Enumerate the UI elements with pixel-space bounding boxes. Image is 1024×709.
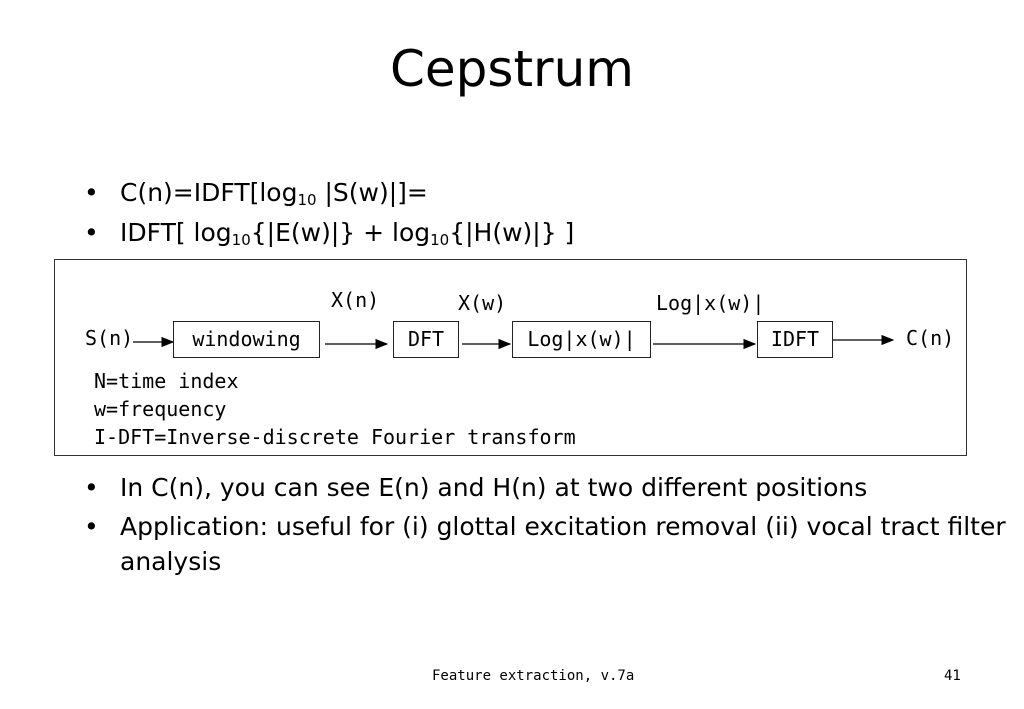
page-number: 41: [944, 668, 961, 684]
note-time-index: N=time index: [94, 369, 239, 393]
formula-text: IDFT[ log: [120, 218, 232, 247]
bullet-formula-1: [84, 175, 1024, 210]
formula-text: C(n)=IDFT[log: [120, 178, 298, 207]
output-label: C(n): [906, 326, 955, 350]
bullet-positions: • In C(n), you can see E(n) and H(n) at two different positions: [84, 470, 1024, 505]
subscript-base: 10: [297, 191, 317, 209]
formula-text: |S(w)|]=: [316, 178, 428, 207]
formula-text: {|E(w)|} + log: [250, 218, 431, 247]
signal-label-xw: X(w): [458, 291, 507, 315]
dft-box: DFT: [393, 321, 459, 358]
formula-text: {|H(w)|} ]: [449, 218, 575, 247]
log-magnitude-box: Log|x(w)|: [512, 321, 651, 358]
note-idft-definition: I-DFT=Inverse-discrete Fourier transform: [94, 425, 576, 449]
windowing-box: windowing: [173, 321, 320, 358]
input-label: S(n): [85, 326, 134, 350]
formula-bullets: [84, 175, 1024, 250]
subscript-base: 10: [430, 231, 450, 249]
signal-label-logxw: Log|x(w)|: [656, 291, 765, 315]
subscript-base: 10: [231, 231, 251, 249]
footer-text: Feature extraction, v.7a: [432, 668, 635, 684]
explanation-bullets: [84, 470, 1024, 583]
signal-label-xn: X(n): [331, 288, 380, 312]
note-frequency: w=frequency: [94, 397, 227, 421]
slide-title: Cepstrum: [389, 40, 635, 98]
idft-box: IDFT: [757, 321, 833, 358]
bullet-formula-2: [84, 215, 1024, 250]
cepstrum-block-diagram: [54, 259, 967, 456]
bullet-application: • Application: useful for (i) glottal excitation removal (ii) vocal tract filter analysis: [84, 509, 1024, 579]
diagram-notes: [94, 367, 576, 451]
